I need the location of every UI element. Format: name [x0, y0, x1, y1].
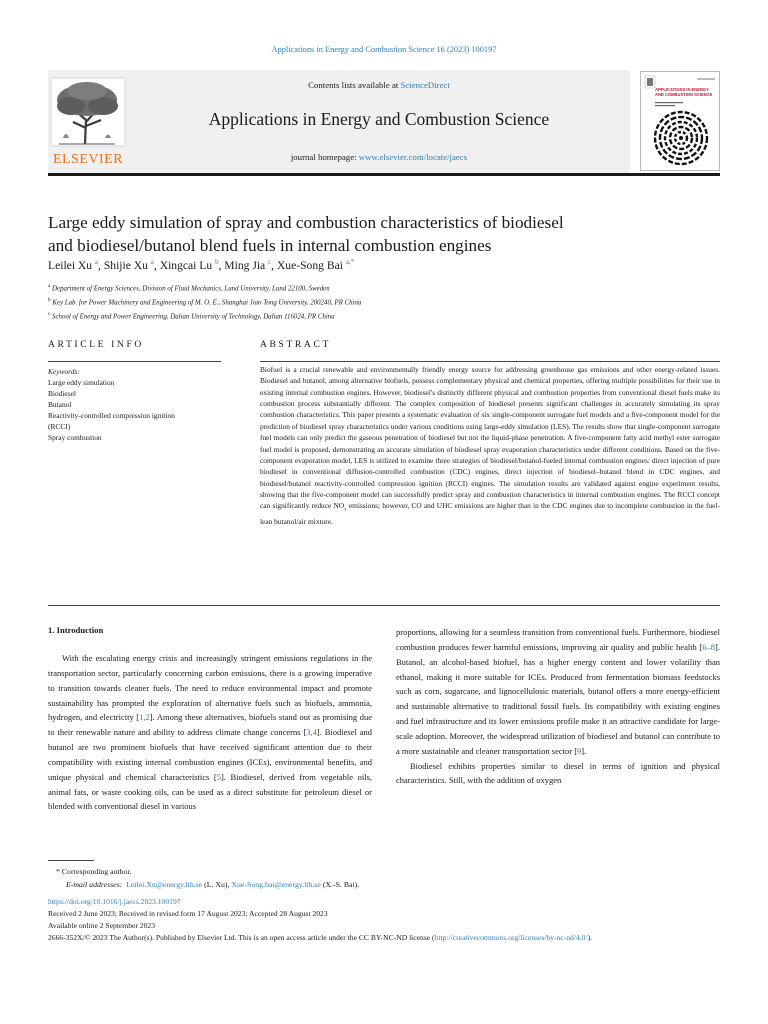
footnote-divider [48, 860, 94, 861]
author[interactable]: Xingcai Lu $^b$ [159, 259, 219, 272]
publication-info [48, 896, 720, 944]
contents-available [128, 80, 630, 90]
corresponding-author-note: * Corresponding author. [56, 867, 132, 876]
email-line: E-mail addresses: Leilei.Xu@energy.lth.se (L. Xu), Xue-Song.bai@energy.lth.se (X.-S. Bai). [66, 880, 360, 889]
email-link[interactable]: Leilei.Xu@energy.lth.se [126, 880, 203, 889]
reference-link[interactable]: 6–8 [702, 641, 716, 652]
keyword: Butanol [48, 400, 72, 409]
article-title-line: Large eddy simulation of spray and combustion characteristics of biodiesel [48, 213, 564, 232]
keyword: (RCCI) [48, 422, 71, 431]
abstract-bottom-divider [48, 605, 720, 606]
online-date: Available online 2 September 2023 [48, 921, 155, 930]
keywords-label: Keywords: [48, 367, 80, 376]
paragraph: Biodiesel exhibits properties similar to diesel in terms of ignition and physical characteristics. Still, with the addition of oxygen [396, 760, 720, 786]
doi-link[interactable]: https://doi.org/10.1016/j.jaecs.2023.100197 [48, 897, 181, 906]
sciencedirect-link[interactable]: ScienceDirect [400, 80, 450, 90]
reference-link[interactable]: 3,4 [306, 727, 317, 738]
journal-citation[interactable]: Applications in Energy and Combustion Science 16 (2023) 100197 [271, 45, 497, 54]
author[interactable]: Ming Jia $^c$ [224, 259, 272, 272]
keyword: Reactivity-controlled compression ignition [48, 411, 175, 420]
affiliation: $^c$ School of Energy and Power Engineering, Dalian University of Technology, Dalian 116024, PR China [48, 311, 335, 321]
contents-prefix: Contents lists available at [308, 80, 401, 90]
body-column-left [48, 651, 372, 814]
author[interactable]: Shijie Xu $^a$ [103, 259, 154, 272]
abstract-heading: ABSTRACT [260, 339, 331, 350]
email-label: E-mail addresses: [66, 880, 123, 889]
body-column-right [396, 625, 720, 788]
elsevier-logo[interactable] [49, 76, 127, 168]
article-info-divider [48, 361, 221, 362]
article-info-heading: ARTICLE INFO [48, 339, 144, 350]
header-divider [48, 173, 720, 176]
article-title [48, 211, 668, 257]
keywords-list [48, 366, 218, 443]
reference-link[interactable]: 1,2 [139, 712, 150, 723]
license-link[interactable]: http://creativecommons.org/licenses/by-nc-nd/4.0/ [434, 933, 588, 942]
email-link[interactable]: Xue-Song.bai@energy.lth.se [231, 880, 321, 889]
author[interactable]: Leilei Xu $^a$ [48, 259, 99, 272]
keyword: Large eddy simulation [48, 378, 115, 387]
homepage-prefix: journal homepage: [290, 152, 359, 162]
keyword: Spray combustion [48, 433, 102, 442]
history-dates: Received 2 June 2023; Received in revised form 17 August 2023; Accepted 28 August 2023 [48, 909, 328, 918]
elsevier-wordmark: ELSEVIER [52, 152, 124, 167]
journal-homepage [128, 152, 630, 162]
affiliation-list [48, 281, 361, 323]
author[interactable]: Xue-Song Bai $^{a,*}$ [276, 259, 354, 272]
journal-cover-thumbnail[interactable] [640, 71, 720, 171]
paragraph: With the escalating energy crisis and increasingly stringent emissions regulations in the transportation sector, particularly concerning carbon emissions, there is a growing imperative to transition towards cleaner fuels. The need to reduce environmental impact and promote sustainability has prompted the exploration of alternative fuels such as biofuels, ammonia, hydrogen, and electricity [1,2]. Among these alternatives, biofuels stand out as promising due to their renewable nature and ability to address climate change concerns [3,4]. Biodiesel and butanol are two prominent biofuels that have received significant attention due to their compatibility with existing internal combustion engines (ICEs), environmental benefits, and unique physical and chemical characteristics [5]. Biodiesel, derived from vegetable oils, animal fats, or waste cooking oils, can be used as a direct substitute for petroleum diesel or blended with conventional diesel in various [48, 653, 373, 812]
reference-link[interactable]: 5 [216, 771, 221, 782]
footnotes [48, 865, 359, 891]
section-heading-introduction: 1. Introduction [48, 625, 104, 635]
affiliation: $^a$ Department of Energy Sciences, Division of Fluid Mechanics, Lund University, Lund 22100, Sweden [48, 283, 330, 293]
keyword: Biodiesel [48, 389, 76, 398]
abstract-divider [260, 361, 720, 362]
homepage-link[interactable]: www.elsevier.com/locate/jaecs [358, 152, 468, 162]
article-title-line: and biodiesel/butanol blend fuels in internal combustion engines [48, 236, 492, 255]
reference-link[interactable]: 9 [577, 745, 582, 756]
author-list: Leilei Xu $^a$, Shijie Xu $^a$, Xingcai Lu $^b$, Ming Jia $^c$, Xue-Song Bai $^{a,*}$ [48, 259, 354, 272]
abstract-body: Biofuel is a crucial renewable and environmentally friendly energy source for addressing greenhouse gas emissions and other energy-related issues. Biodiesel and butanol, among alternative biofuels, possess complementary physical and chemical properties, offering multiple possibilities for their use in existing internal combustion engines. However, biodiesel's distinctly different physical and combustion properties from conventional diesel fuels make its combustion process substantially different. The complex composition of biodiesel presents significant challenges in accurately simulating its spray combustion characteristics. This paper presents a systematic evaluation of six single-component surrogate fuel models and a five-component model for the prediction of biodiesel spray characteristics under various conditions using large-eddy simulation (LES). The results show that single-component surrogate fuel models can only predict the gaseous penetration of biodiesel but not the liquid-phase penetration. A five-component fatty acid methyl ester surrogate fuel model is proposed, demonstrating an accurate simulation of biodiesel spray evaporation characteristics under different conditions. Based on the five-component evaporation model, LES is utilized to examine three strategies of biodiesel/butanol-fueled internal combustion engines: direct injection of pure biodiesel in conventional diffusion-controlled combustion (CDC) engines, direct injection of biodiesel–butanol blend in CDC engines, and biodiesel/butanol reactivity-controlled compression ignition (RCCI) engines. The simulation results are validated against engine experiment results, showing that the five-component model can successfully predict spray and combustion characteristics in internal combustion engines. The RCCI concept can significantly reduce $NO_x$ emissions; however, CO and UHC emissions are higher than in the CDC engines due to incomplete combustion in the fuel-lean butanol/air mixture. [260, 365, 720, 527]
paragraph: proportions, allowing for a seamless transition from conventional fuels. Furthermore, biodiesel combustion produces fewer harmful emissions, improving air quality and public health [6–8]. Butanol, an alcohol-based biofuel, has a higher energy content and lower volatility than ethanol, making it more suitable for ICEs. Produced from fermentation biomass feedstocks such as corn, sugarcane, and lignocellulosic materials, butanol offers a more energy-efficient and sustainable alternative to traditional fossil fuels. Its compatibility with existing engines and fuel infrastructure and its lower emissions profile make it an attractive candidate for large-scale adoption. Moreover, the widespread utilization of biodiesel and butanol can contribute to a more sustainable and cleaner transportation sector [9]. [396, 627, 720, 756]
license-statement: 2666-352X/© 2023 The Author(s). Published by Elsevier Ltd. This is an open access article under the CC BY-NC-ND license (http://creativecommons.org/licenses/by-nc-nd/4.0/). [48, 933, 592, 942]
journal-title: Applications in Energy and Combustion Science [208, 109, 550, 129]
cover-journal-title: APPLICATIONS IN ENERGY AND COMBUSTION SCIENCE [655, 87, 713, 97]
elsevier-tree-icon [49, 76, 127, 168]
affiliation: $^b$ Key Lab. for Power Machinery and Engineering of M. O. E., Shanghai Jiao Tong University, 200240, PR China [48, 297, 362, 307]
